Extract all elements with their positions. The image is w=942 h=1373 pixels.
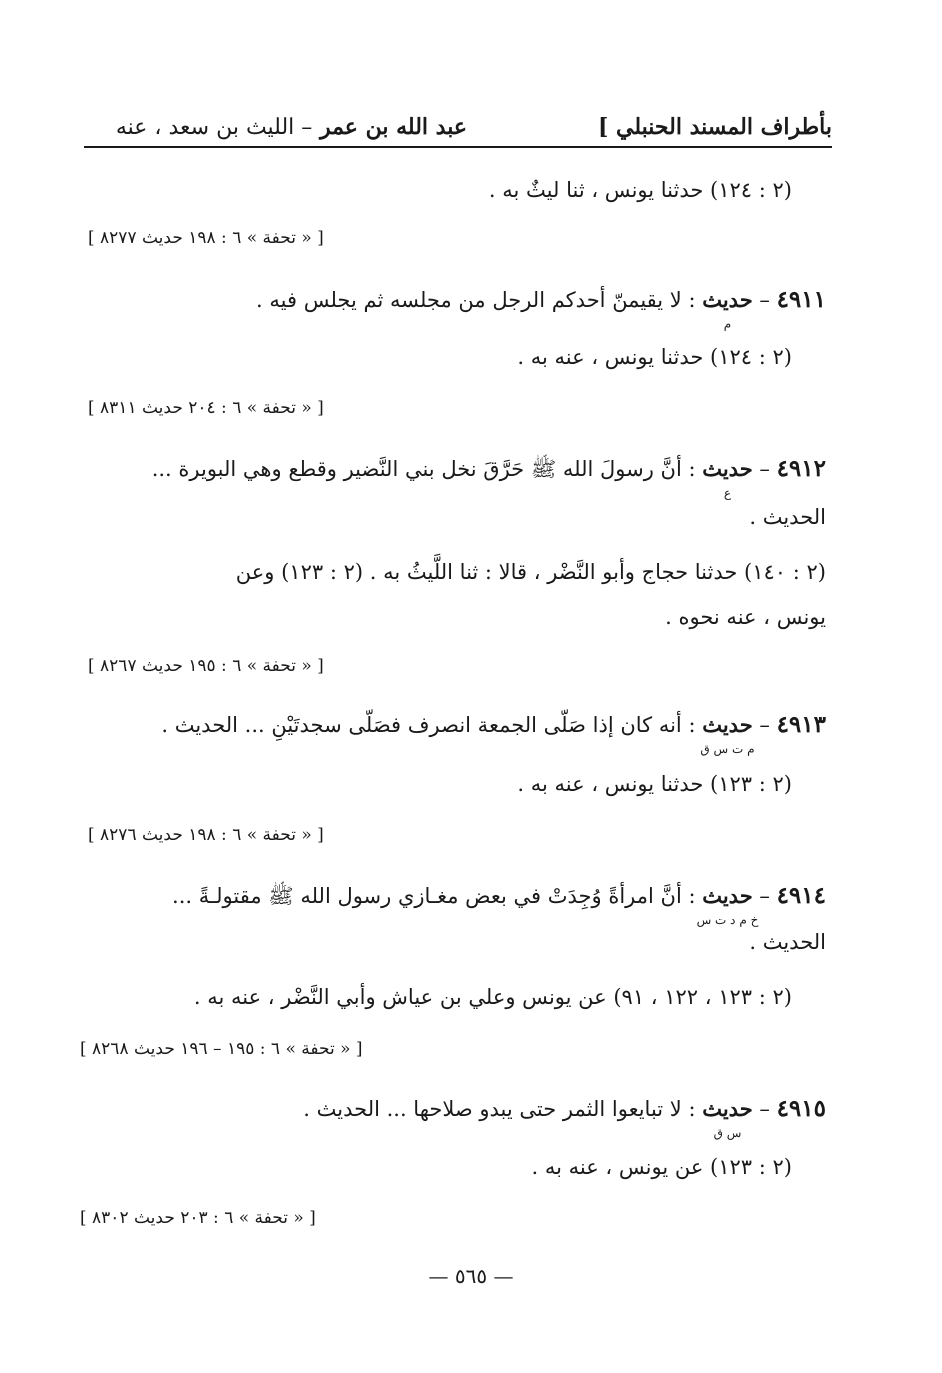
hadith-keyword — [700, 712, 755, 756]
hadith-number: ٤٩١٥ — [776, 1095, 826, 1122]
hadith-text: : لا يقيمنّ أحدكم الرجل من مجلسه ثم يجلس فيه . — [256, 288, 696, 312]
section-subtitle: – الليث بن سعد ، عنه — [115, 115, 313, 140]
hadith-text: : أنَّ رسولَ الله ﷺ حَرَّقَ نخل بني النَّضير وقطع وهي البويرة ... — [151, 457, 696, 481]
tuhfa-ref: [ « تحفة » ٦ : ١٩٥ حديث ٨٢٦٧ ] — [88, 656, 324, 676]
sigla: خ م د ت س — [696, 913, 759, 927]
hadith-text: : أنَّ امرأةً وُجِدَتْ في بعض مغـازي رسول الله ﷺ مقتولـةً ... — [172, 884, 696, 908]
keyword-text: حديث — [702, 287, 753, 312]
hadith-dash: – — [759, 713, 770, 737]
isnad-line: (٢ : ١٢٣) حدثنا يونس ، عنه به . — [517, 772, 792, 796]
tuhfa-ref: [ « تحفة » ٦ : ١٩٨ حديث ٨٢٧٧ ] — [88, 228, 324, 248]
isnad-line: (٢ : ١٢٣) عن يونس ، عنه به . — [531, 1155, 792, 1179]
hadith-number: ٤٩١٢ — [776, 455, 826, 482]
section-title — [116, 114, 467, 140]
hadith-dash: – — [759, 288, 770, 312]
keyword-text: حديث — [702, 712, 753, 737]
hadith-4911 — [256, 286, 826, 331]
hadith-dash: – — [759, 884, 770, 908]
header-rule — [84, 146, 832, 148]
hadith-4913 — [161, 711, 826, 756]
sigla: م ت س ق — [700, 742, 755, 756]
hadith-4915 — [303, 1095, 826, 1140]
hadith-text-continued: الحديث . — [749, 505, 826, 529]
hadith-number: ٤٩١١ — [776, 286, 826, 313]
hadith-dash: – — [759, 1097, 770, 1121]
sigla: م — [723, 317, 732, 331]
running-header — [84, 110, 832, 146]
isnad-line: (٢ : ١٢٣ ، ١٢٢ ، ٩١) عن يونس وعلي بن عياش وأبي النَّضْر ، عنه به . — [193, 985, 792, 1009]
hadith-text: : أنه كان إذا صَلّى الجمعة انصرف فصَلّى سجدتَيْنِ ... الحديث . — [161, 713, 696, 737]
hadith-4914 — [172, 882, 826, 927]
hadith-keyword — [702, 287, 753, 331]
hadith-number: ٤٩١٤ — [776, 882, 826, 909]
hadith-4912 — [151, 455, 826, 500]
keyword-text: حديث — [702, 456, 753, 481]
hadith-keyword — [696, 883, 759, 927]
hadith-text-continued: الحديث . — [749, 930, 826, 954]
hadith-number: ٤٩١٣ — [776, 711, 826, 738]
isnad-line: (٢ : ١٤٠) حدثنا حجاج وأبو النَّضْر ، قالا : ثنا اللَّيثُ به . (٢ : ١٢٣) وعن — [235, 560, 826, 584]
section-title-main: عبد الله بن عمر — [319, 114, 467, 140]
isnad-line: (٢ : ١٢٤) حدثنا يونس ، عنه به . — [517, 345, 792, 369]
hadith-keyword — [702, 1096, 753, 1140]
tuhfa-ref: [ « تحفة » ٦ : ١٩٥ – ١٩٦ حديث ٨٢٦٨ ] — [80, 1039, 363, 1059]
book-title: بأطراف المسند الحنبلي ] — [597, 114, 832, 140]
isnad-line: (٢ : ١٢٤) حدثنا يونس ، ثنا ليثٌ به . — [488, 178, 792, 202]
tuhfa-ref: [ « تحفة » ٦ : ٢٠٤ حديث ٨٣١١ ] — [88, 398, 324, 418]
tuhfa-ref: [ « تحفة » ٦ : ١٩٨ حديث ٨٢٧٦ ] — [88, 825, 324, 845]
hadith-keyword — [702, 456, 753, 500]
hadith-text: : لا تبايعوا الثمر حتى يبدو صلاحها ... الحديث . — [303, 1097, 696, 1121]
isnad-line: يونس ، عنه نحوه . — [665, 605, 826, 629]
page-number: — ٥٦٥ — — [428, 1264, 514, 1288]
hadith-dash: – — [759, 457, 770, 481]
sigla: س ق — [713, 1126, 742, 1140]
keyword-text: حديث — [702, 1096, 753, 1121]
sigla: ع — [723, 486, 732, 500]
keyword-text: حديث — [702, 883, 753, 908]
tuhfa-ref: [ « تحفة » ٦ : ٢٠٣ حديث ٨٣٠٢ ] — [80, 1208, 316, 1228]
